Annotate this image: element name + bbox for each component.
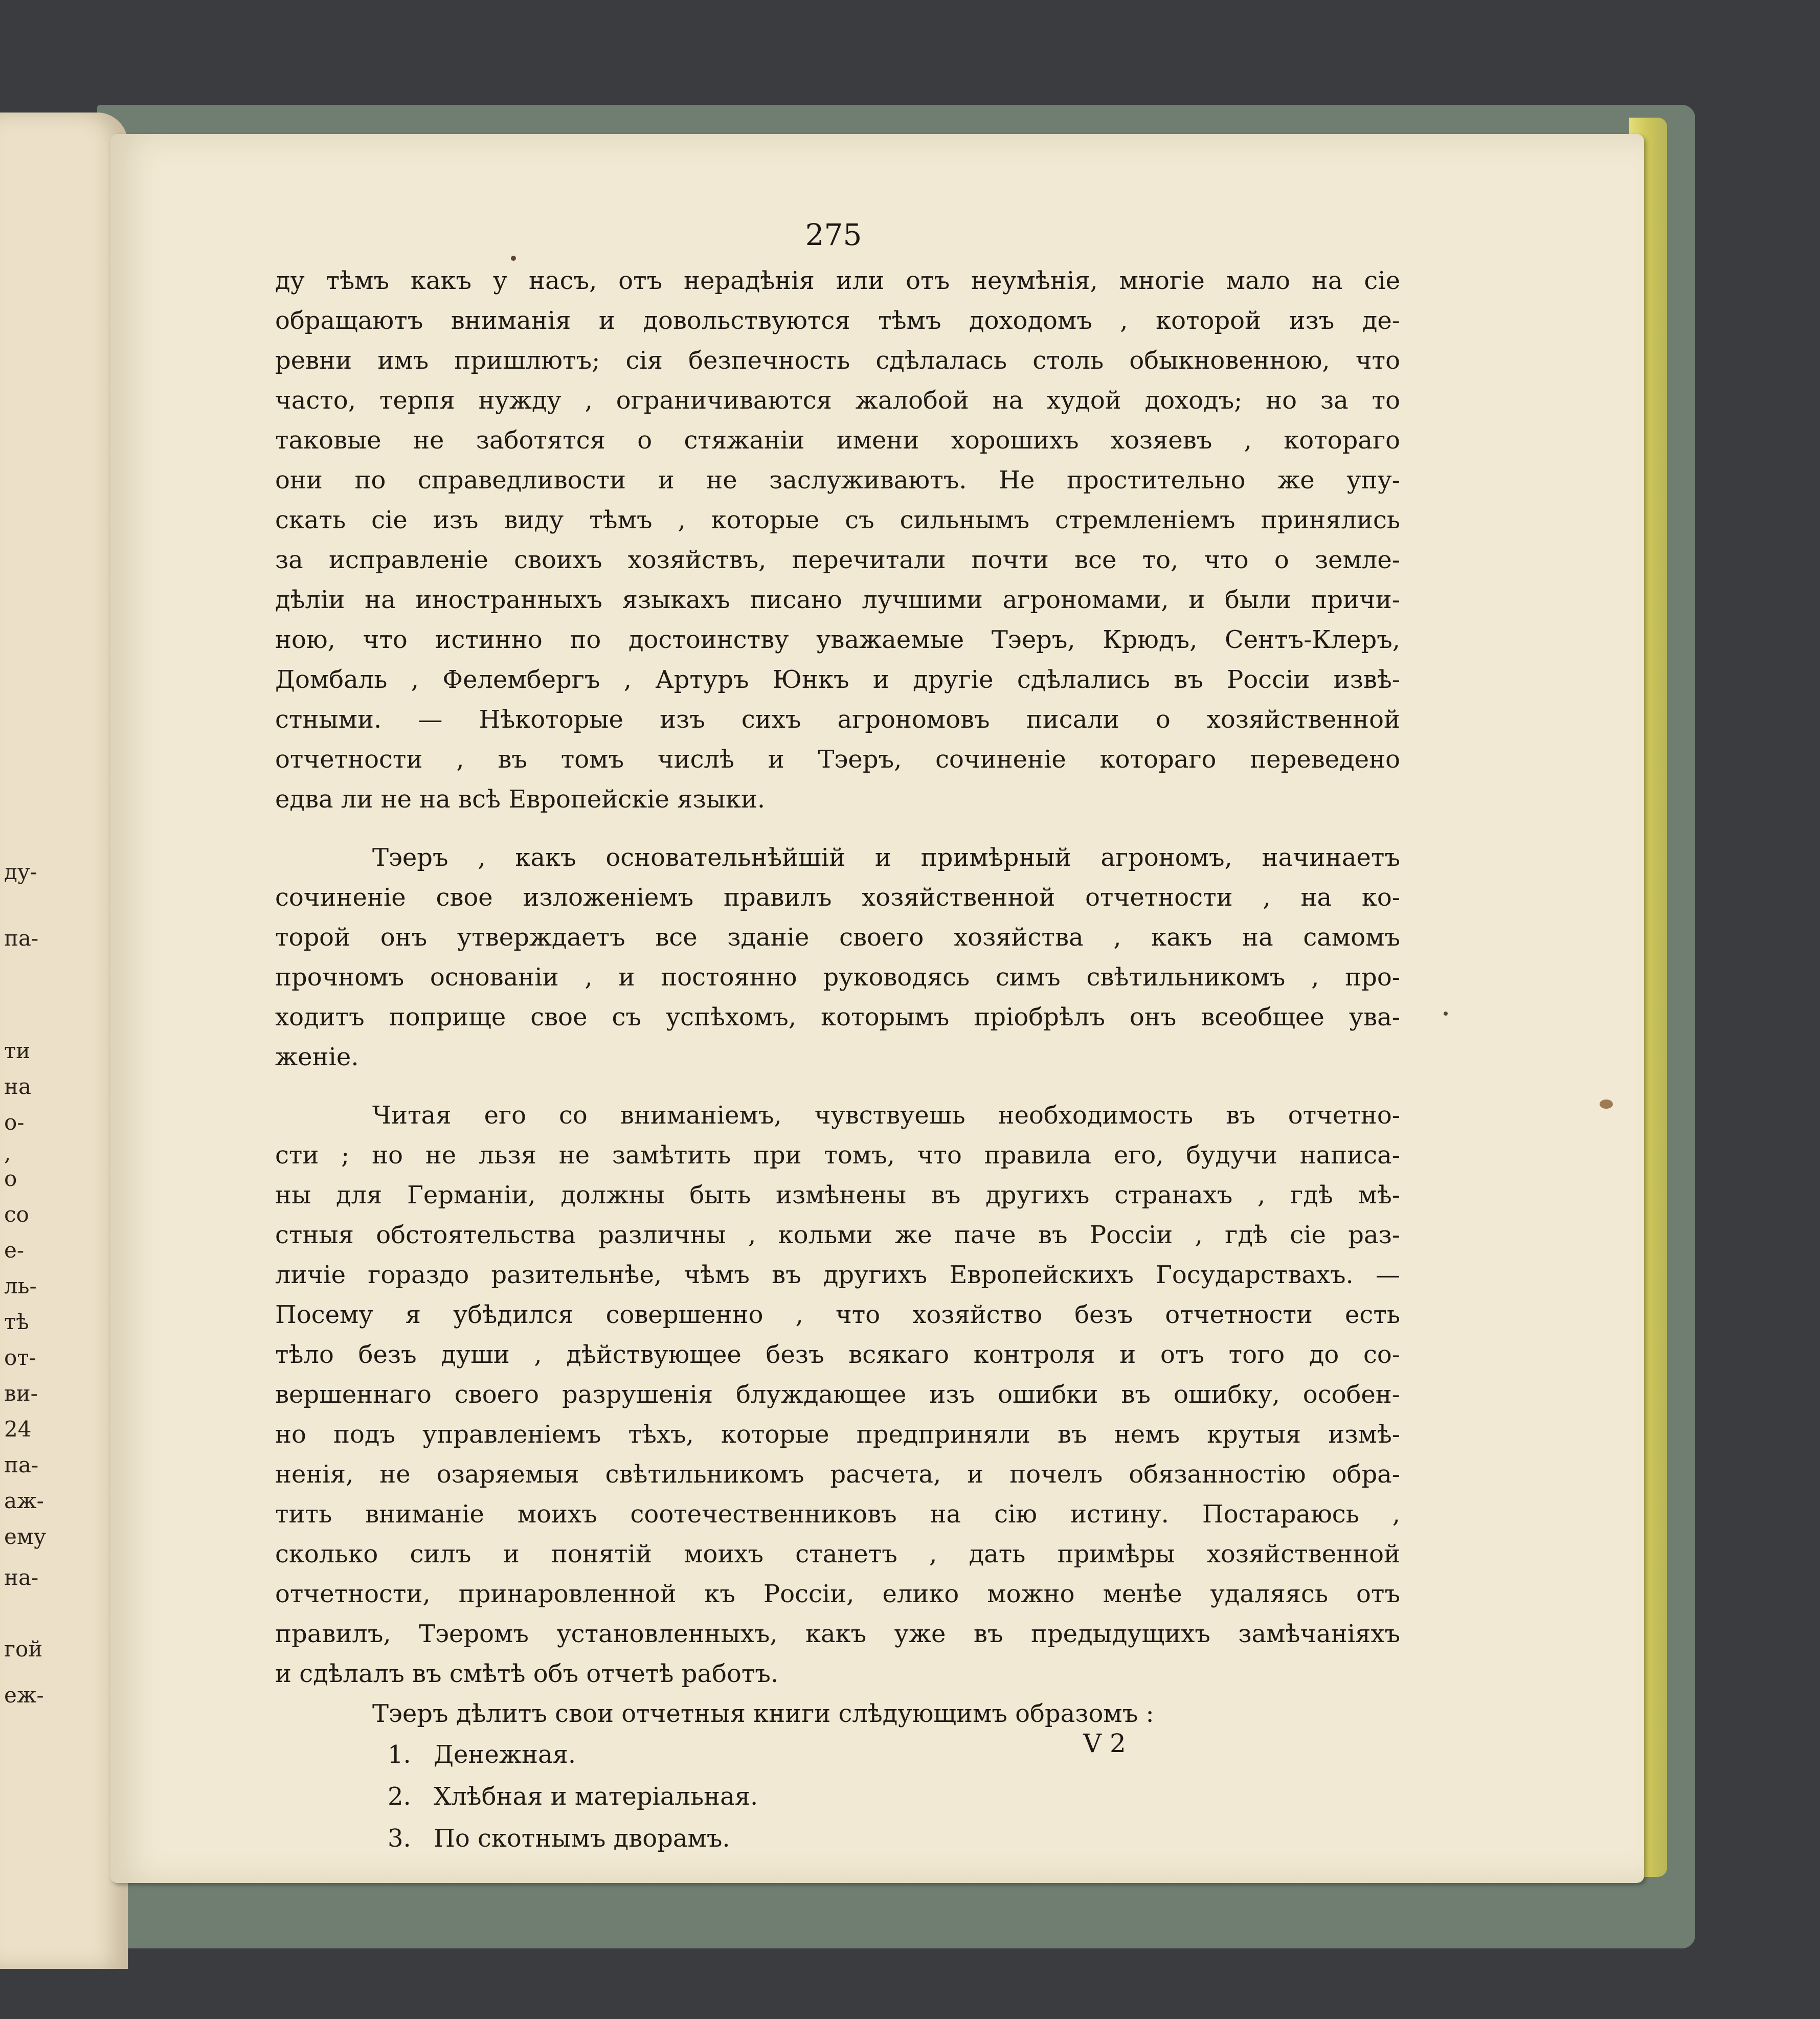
left-page-fragment: о [4,1166,17,1191]
signature-mark: V 2 [1083,1729,1126,1758]
text-line: но подъ управленіемъ тѣхъ, которые предприняли въ немъ крутыя измѣ- [275,1420,1400,1449]
text-line: вершеннаго своего разрушенія блуждающее изъ ошибки въ ошибку, особен- [275,1380,1400,1409]
left-page-fragment: е- [4,1238,25,1263]
text-line: Посему я убѣдился совершенно , что хозяйство безъ отчетности есть [275,1300,1400,1329]
text-line: сколько силъ и понятій моихъ станетъ , дать примѣры хозяйственной [275,1540,1400,1568]
list-item [275,1776,1400,1818]
text-line: ревни имъ пришлютъ; сія безпечность сдѣлалась столь обыкновенною, что [275,346,1400,375]
text-line: таковые не заботятся о стяжаніи имени хорошихъ хозяевъ , котораго [275,426,1400,455]
text-line: ду тѣмъ какъ у насъ, отъ нерадѣнія или отъ неумѣнія, многіе мало на сіе [275,266,1400,295]
text-line: за исправленіе своихъ хозяйствъ, перечитали почти все то, что о земле- [275,546,1400,574]
left-page-fragment: ду- [4,859,37,884]
left-page-fragment: тѣ [4,1309,29,1334]
text-line: женіе. [275,1043,359,1071]
text-line: они по справедливости и не заслуживаютъ. Не простительно же упу- [275,466,1400,495]
text-line: и сдѣлалъ въ смѣтѣ объ отчетѣ работъ. [275,1659,779,1688]
text-line: тѣло безъ души , дѣйствующее безъ всякаго контроля и отъ того до со- [275,1340,1400,1369]
left-page-fragment: еж- [4,1682,44,1708]
text-line: едва ли не на всѣ Европейскіе языки. [275,785,766,814]
left-page-fragment: о- [4,1110,25,1135]
text-line: правилъ, Тэеромъ установленныхъ, какъ уже въ предыдущихъ замѣчаніяхъ [275,1620,1400,1648]
left-page-fragment: , [4,1140,11,1165]
text-line: часто, терпя нужду , ограничиваются жалобой на худой доходъ; но за то [275,386,1400,415]
ink-dot [1444,1012,1448,1016]
left-page-fragment: па- [4,926,39,951]
text-line: Тэеръ дѣлитъ свои отчетныя книги слѣдующимъ образомъ : [372,1699,1154,1728]
list-number: 2. [388,1782,411,1811]
text-line: ны для Германіи, должны быть измѣнены въ другихъ странахъ , гдѣ мѣ- [275,1181,1400,1209]
stain-mark [1600,1100,1613,1109]
list-number: 3. [388,1824,411,1853]
list-text: Хлѣбная и матеріальная. [434,1782,758,1811]
text-line: отчетности, принаровленной къ Россіи, елико можно менѣе удаляясь отъ [275,1580,1400,1608]
list-text: Денежная. [434,1740,576,1769]
text-line: обращаютъ вниманія и довольствуются тѣмъ доходомъ , которой изъ де- [275,306,1400,335]
text-line: скать сіе изъ виду тѣмъ , которые съ сильнымъ стремленіемъ принялись [275,506,1400,534]
text-line: Читая его со вниманіемъ, чувствуешь необходимость въ отчетно- [372,1101,1400,1130]
text-line: сочиненіе свое изложеніемъ правилъ хозяйственной отчетности , на ко- [275,883,1400,912]
text-line: ходитъ поприще свое съ успѣхомъ, которымъ пріобрѣлъ онъ всеобщее ува- [275,1003,1400,1031]
text-line: ною, что истинно по достоинству уважаемые Тэеръ, Крюдъ, Сентъ-Клеръ, [275,625,1400,654]
page-number: 275 [805,217,862,252]
left-page-fragment: гой [4,1636,43,1662]
text-line: Домбаль , Фелембергъ , Артуръ Юнкъ и другіе сдѣлались въ Россіи извѣ- [275,665,1400,694]
text-line: торой онъ утверждаетъ все зданіе своего хозяйства , какъ на самомъ [275,923,1400,952]
left-page-fragment: ему [4,1524,47,1549]
left-page-fragment: от- [4,1345,36,1370]
text-line: тить вниманіе моихъ соотечественниковъ на сію истину. Постараюсь , [275,1500,1400,1529]
left-page-fragment: ти [4,1038,31,1063]
text-line: стныя обстоятельства различны , кольми же паче въ Россіи , гдѣ сіе раз- [275,1221,1400,1249]
left-page-fragment: па- [4,1452,39,1477]
left-page-fragment: со [4,1202,29,1227]
text-line: сти ; но не льзя не замѣтить при томъ, что правила его, будучи написа- [275,1141,1400,1170]
left-page-fragment: 24 [4,1417,32,1442]
text-line: прочномъ основаніи , и постоянно руководясь симъ свѣтильникомъ , про- [275,963,1400,992]
text-line: ненія, не озаряемыя свѣтильникомъ расчета, и почелъ обязанностію обра- [275,1460,1400,1489]
left-page-fragment: аж- [4,1488,44,1513]
left-page [0,113,128,1969]
ink-dot [511,256,516,261]
text-line: Тэеръ , какъ основательнѣйшій и примѣрный агрономъ, начинаетъ [372,843,1400,872]
text-line: стными. — Нѣкоторые изъ сихъ агрономовъ писали о хозяйственной [275,705,1400,734]
list-item [275,1734,1400,1776]
left-page-fragment: на [4,1074,32,1099]
page-body-text [275,261,1400,1859]
list-number: 1. [388,1740,411,1769]
text-line: дѣліи на иностранныхъ языкахъ писано лучшими агрономами, и были причи- [275,586,1400,614]
left-page-fragment: ль- [4,1273,37,1298]
text-line: личіе гораздо разительнѣе, чѣмъ въ другихъ Европейскихъ Государствахъ. — [275,1261,1400,1289]
text-line: отчетности , въ томъ числѣ и Тэеръ, сочиненіе котораго переведено [275,745,1400,774]
left-page-fragment: на- [4,1565,39,1590]
left-page-fragment: ви- [4,1381,38,1406]
list-text: По скотнымъ дворамъ. [434,1824,730,1853]
list-item [275,1818,1400,1859]
